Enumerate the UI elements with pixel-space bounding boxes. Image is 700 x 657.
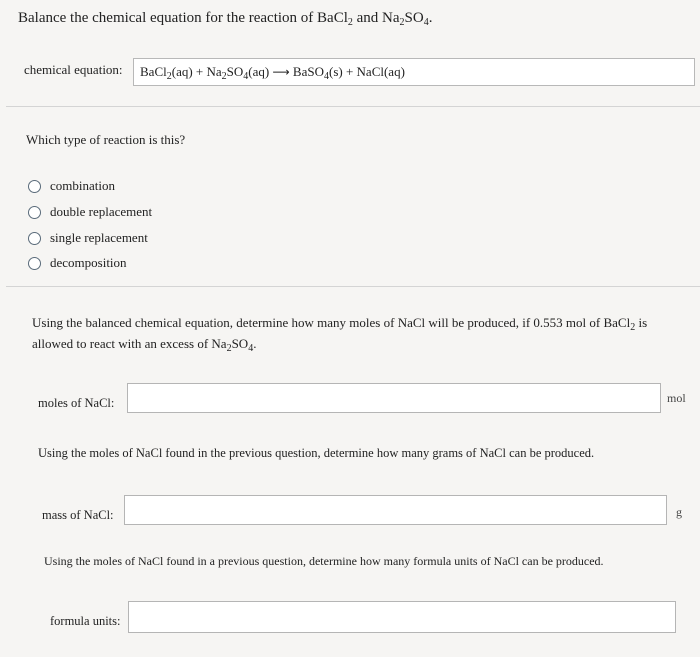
radio-icon[interactable]: [28, 257, 41, 270]
option-double-replacement[interactable]: double replacement: [28, 204, 152, 220]
option-single-replacement[interactable]: single replacement: [28, 230, 148, 246]
mass-input[interactable]: [124, 495, 667, 525]
mass-label: mass of NaCl:: [42, 508, 114, 522]
moles-question: Using the balanced chemical equation, determine how many moles of NaCl will be produced, if 0.553 mol of BaCl$_2$ is allowed to react with an excess of $Na_2SO_4$.: [32, 315, 648, 354]
reaction-arrow: ⟶: [272, 65, 290, 79]
option-decomposition[interactable]: decomposition: [28, 255, 127, 271]
mass-question: Using the moles of NaCl found in the previous question, determine how many grams of NaCl can be produced.: [38, 446, 595, 460]
moles-input[interactable]: [127, 383, 661, 413]
formula-units-question: Using the moles of NaCl found in a previous question, determine how many formula units of NaCl can be produced.: [44, 554, 604, 568]
radio-icon[interactable]: [28, 206, 41, 219]
mass-unit: g: [676, 505, 682, 519]
moles-label: moles of NaCl:: [38, 396, 115, 410]
formula-units-label: formula units:: [50, 614, 121, 628]
radio-icon[interactable]: [28, 232, 41, 245]
question-title: Balance the chemical equation for the reaction of BaCl$_2$ and $Na_2SO_4$.: [18, 10, 433, 28]
divider: [6, 106, 700, 107]
chemical-equation-field[interactable]: BaCl$_2$(aq) + $Na_2SO_4(aq)$ ⟶ BaSO$_4$(s) + NaCl(aq): [133, 58, 695, 86]
option-combination[interactable]: combination: [28, 178, 115, 194]
radio-icon[interactable]: [28, 180, 41, 193]
moles-unit: mol: [667, 391, 686, 405]
divider: [6, 286, 700, 287]
reaction-type-question: Which type of reaction is this?: [26, 132, 186, 147]
formula-units-input[interactable]: [128, 601, 676, 633]
equation-label: chemical equation:: [24, 62, 123, 77]
